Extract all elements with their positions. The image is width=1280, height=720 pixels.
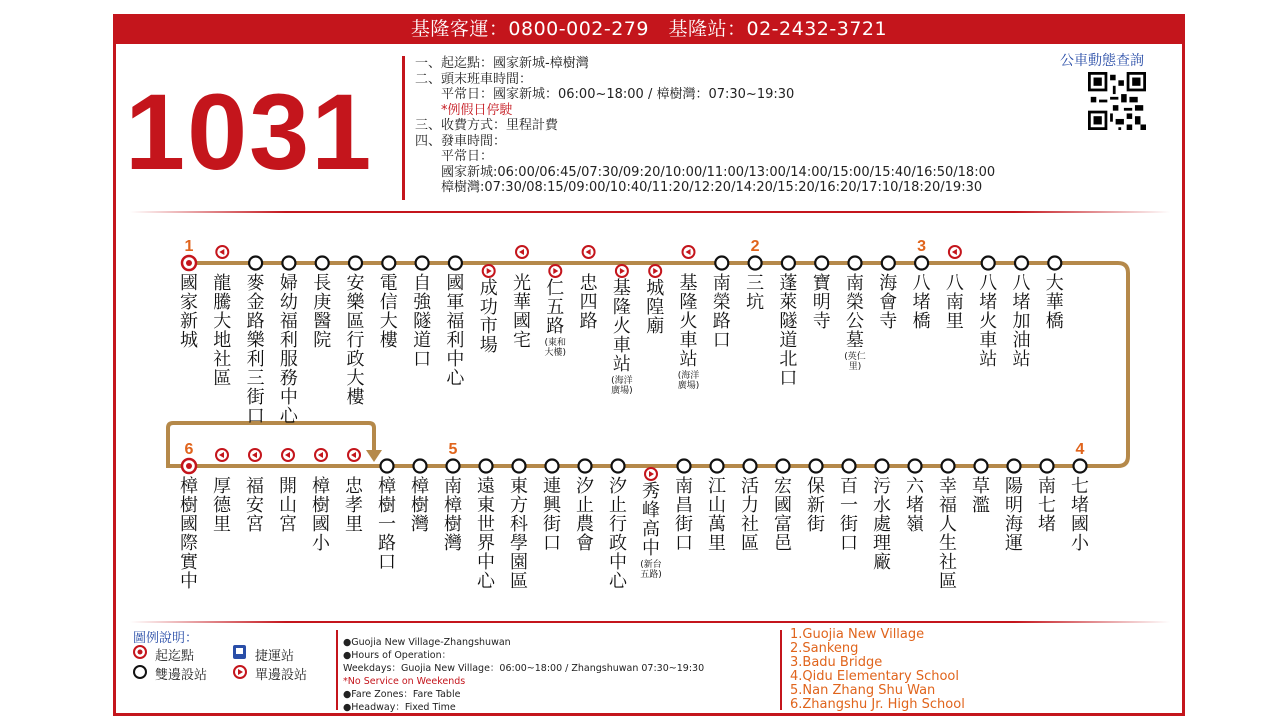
- stop-marker-both[interactable]: [480, 460, 493, 473]
- stop-marker-both[interactable]: [843, 460, 856, 473]
- stop-name[interactable]: [744, 274, 766, 312]
- stop-name-label: 忠孝里: [345, 476, 363, 535]
- stop-name[interactable]: [904, 477, 926, 534]
- zone-number: 6: [184, 441, 194, 458]
- stop-name-label: 七堵國小: [1071, 476, 1089, 554]
- stop-name[interactable]: [244, 477, 266, 534]
- stop-name[interactable]: [877, 274, 899, 331]
- stop-name[interactable]: [640, 482, 662, 580]
- stop-name[interactable]: [838, 477, 860, 553]
- info-line: 二、頭末班車時間：: [415, 71, 533, 87]
- stop-name-label: 污水處理廠: [873, 476, 891, 573]
- stop-marker-one-way-low[interactable]: [616, 265, 628, 277]
- stop-name-label: 仁五路: [546, 278, 565, 337]
- stop-name-label: 宏國富邑: [774, 476, 792, 554]
- info-line: 平常日：國家新城：06:00~18:00 / 樟樹灣：07:30~19:30: [415, 87, 795, 102]
- stop-marker-one-way-low[interactable]: [549, 265, 561, 277]
- stop-marker-both[interactable]: [416, 257, 429, 270]
- stop-name-label: 龍騰大地社區: [213, 273, 232, 389]
- stop-name-label: 遠東世界中心: [477, 476, 495, 592]
- stop-name-label: 婦幼福利服務中心: [279, 273, 298, 427]
- stop-name-label: 國家新城: [180, 273, 198, 351]
- stop-name-label: 國軍福利中心: [446, 273, 465, 389]
- stop-name-label: 基隆火車站: [679, 273, 698, 370]
- stop-name[interactable]: [911, 274, 933, 331]
- stop-name[interactable]: [1036, 477, 1058, 534]
- stop-name-label: 八堵橋: [912, 273, 931, 332]
- stop-marker-both[interactable]: [579, 460, 592, 473]
- stop-name[interactable]: [574, 477, 596, 553]
- fare-zones: [790, 628, 965, 712]
- stop-marker-both[interactable]: [849, 257, 862, 270]
- info-line: 平常日：: [415, 149, 494, 164]
- stop-name[interactable]: [1003, 477, 1025, 553]
- legend-origin: 起迄點: [155, 649, 195, 664]
- stop-marker-both[interactable]: [349, 257, 362, 270]
- stop-name[interactable]: [343, 477, 365, 534]
- info-line: 一、起迄點：國家新城-樟樹灣: [415, 56, 589, 71]
- stop-name[interactable]: [411, 274, 433, 369]
- info-line-weekend-note: *例假日停駛: [415, 102, 513, 118]
- english-line: ●Hours of Operation：: [343, 650, 452, 661]
- stop-name[interactable]: [772, 477, 794, 553]
- stop-name[interactable]: [871, 477, 893, 572]
- loop-arrow-icon: [366, 450, 382, 462]
- info-line: 樟樹灣:07:30/08:15/09:00/10:40/11:20/12:20/14:20/15:20/16:20/17:10/18:20/19:30: [415, 180, 983, 195]
- stop-name[interactable]: [711, 274, 733, 350]
- stop-marker-one-way[interactable]: [315, 449, 327, 461]
- english-info: [343, 636, 704, 714]
- stop-name-label: 厚德里: [213, 476, 231, 535]
- zone-number: 2: [750, 238, 760, 255]
- stop-sub-label: (英仁里): [844, 352, 866, 372]
- stop-name[interactable]: [211, 477, 233, 534]
- legend-mrt: 捷運站: [255, 649, 295, 664]
- stop-name-label: 南七堵: [1038, 476, 1056, 535]
- stop-name-label: 南昌街口: [675, 476, 693, 554]
- contact-bar: 基隆客運：0800-002-279 基隆站：02-2432-3721: [113, 14, 1185, 44]
- stop-name-label: 幸福人生社區: [939, 476, 957, 592]
- stop-name-label: 南樟樹灣: [444, 476, 462, 554]
- zone-number: 5: [448, 441, 458, 458]
- route-number: 1031: [125, 71, 374, 192]
- stop-marker-one-way[interactable]: [249, 449, 261, 461]
- stop-marker-both[interactable]: [1015, 257, 1028, 270]
- stop-name-label: 福安宮: [246, 476, 264, 535]
- stop-name[interactable]: [376, 477, 398, 572]
- both-legend-icon: [134, 666, 146, 678]
- stop-marker-both[interactable]: [975, 460, 988, 473]
- stop-name-label: 基隆火車站: [612, 278, 631, 375]
- stop-marker-both[interactable]: [1074, 460, 1087, 473]
- stop-name[interactable]: [277, 477, 299, 534]
- english-line: ●Headway：Fixed Time: [343, 702, 456, 713]
- stop-marker-both[interactable]: [1008, 460, 1021, 473]
- stop-name-label: 八南里: [945, 273, 964, 332]
- stop-name-label: 長庚醫院: [313, 273, 332, 351]
- legend-both: 雙邊設站: [155, 668, 208, 683]
- qr-title: 公車動態查詢: [1060, 53, 1144, 69]
- info-line: 四、發車時間：: [415, 133, 507, 149]
- english-line: ●Guojia New Village-Zhangshuwan: [343, 637, 511, 648]
- stop-name-label: 江山萬里: [708, 476, 726, 554]
- stop-name[interactable]: [1069, 477, 1091, 553]
- stop-name-label: 麥金路樂利三街口: [246, 273, 265, 427]
- stop-marker-both[interactable]: [982, 257, 995, 270]
- stop-marker-both[interactable]: [414, 460, 427, 473]
- stop-name[interactable]: [544, 279, 566, 358]
- stop-name-label: 開山宮: [279, 476, 297, 535]
- stop-name[interactable]: [607, 477, 629, 591]
- stop-name[interactable]: [211, 274, 233, 388]
- stop-marker-origin[interactable]: [182, 256, 196, 270]
- stop-name[interactable]: [278, 274, 300, 426]
- stop-marker-both[interactable]: [915, 257, 928, 270]
- stop-marker-both[interactable]: [1048, 257, 1061, 270]
- stop-name[interactable]: [1011, 274, 1033, 369]
- stop-name-label: 草濫: [972, 476, 990, 516]
- stop-name[interactable]: [578, 274, 600, 331]
- stop-name[interactable]: [970, 477, 992, 515]
- stop-name[interactable]: [777, 274, 799, 388]
- stop-name-label: 樟樹灣: [411, 476, 429, 535]
- stop-marker-origin[interactable]: [182, 459, 196, 473]
- stop-marker-both[interactable]: [1041, 460, 1054, 473]
- stop-name[interactable]: [310, 477, 332, 553]
- stop-marker-both[interactable]: [810, 460, 823, 473]
- stop-marker-one-way[interactable]: [282, 449, 294, 461]
- stop-marker-both[interactable]: [546, 460, 559, 473]
- stop-marker-both[interactable]: [882, 257, 895, 270]
- stop-marker-both[interactable]: [777, 460, 790, 473]
- zone-item: 1.Guojia New Village: [790, 627, 925, 642]
- zone-item: 6.Zhangshu Jr. High School: [790, 697, 965, 712]
- stop-name-label: 百一街口: [840, 476, 858, 554]
- stop-sub-label: (新台五路): [640, 560, 662, 580]
- stop-name-label: 寶明寺: [812, 273, 831, 332]
- stop-sub-label: (海洋廣場): [677, 371, 700, 391]
- stop-name[interactable]: [541, 477, 563, 553]
- stop-name-label: 蓬萊隧道北口: [779, 273, 798, 389]
- stop-marker-both[interactable]: [876, 460, 889, 473]
- stop-name[interactable]: [937, 477, 959, 591]
- stop-sub-label: (東和大樓): [544, 338, 567, 358]
- loop-line: [168, 423, 374, 466]
- stop-marker-one-way-low[interactable]: [483, 265, 495, 277]
- stop-name-label: 南榮公墓: [846, 273, 864, 351]
- stop-sub-label: (海洋廣場): [611, 376, 633, 396]
- stop-marker-both[interactable]: [381, 460, 394, 473]
- stop-name-label: 成功市場: [479, 278, 498, 356]
- zone-item: 5.Nan Zhang Shu Wan: [790, 683, 936, 698]
- stop-name-label: 汐止行政中心: [609, 476, 627, 592]
- legend-one-way: 單邊設站: [255, 668, 308, 683]
- stop-name-label: 自強隧道口: [413, 273, 432, 370]
- stop-marker-one-way[interactable]: [683, 246, 695, 258]
- stop-name[interactable]: [442, 477, 464, 553]
- stop-marker-both[interactable]: [942, 460, 955, 473]
- stop-name-label: 電信大樓: [379, 273, 398, 351]
- stop-name[interactable]: [409, 477, 431, 534]
- stop-name-label: 東方科學園區: [510, 476, 528, 592]
- stop-name-label: 八堵加油站: [1012, 273, 1031, 370]
- stop-name-label: 樟樹國小: [312, 476, 330, 554]
- stop-name[interactable]: [475, 477, 497, 591]
- stop-marker-one-way-low[interactable]: [649, 265, 661, 277]
- stop-name[interactable]: [673, 477, 695, 553]
- zones-divider: [780, 630, 782, 710]
- stop-name-label: 南榮路口: [712, 273, 731, 351]
- stop-name[interactable]: [345, 274, 367, 407]
- stop-marker-one-way-low[interactable]: [645, 468, 657, 480]
- stop-marker-both[interactable]: [909, 460, 922, 473]
- stop-marker-one-way[interactable]: [216, 246, 228, 258]
- zone-number: 3: [917, 238, 927, 255]
- stop-marker-both[interactable]: [749, 257, 762, 270]
- zone-item: 2.Sankeng: [790, 641, 859, 656]
- stop-name-label: 八堵火車站: [979, 273, 998, 370]
- stop-name-label: 三坑: [746, 273, 765, 313]
- stop-marker-both[interactable]: [382, 257, 395, 270]
- english-weekend-note: *No Service on Weekends: [343, 676, 466, 687]
- stop-name-label: 海會寺: [879, 273, 898, 332]
- stop-name-label: 陽明海運: [1005, 476, 1023, 554]
- stop-marker-both[interactable]: [612, 460, 625, 473]
- stop-marker-one-way[interactable]: [583, 246, 595, 258]
- stop-name-label: 汐止農會: [576, 476, 594, 554]
- stop-name[interactable]: [811, 274, 833, 331]
- zone-number: 1: [184, 238, 194, 255]
- english-line: ●Fare Zones：Fare Table: [343, 689, 461, 700]
- stop-name[interactable]: [1044, 274, 1066, 331]
- zone-item: 4.Qidu Elementary School: [790, 669, 959, 684]
- stop-marker-both[interactable]: [815, 257, 828, 270]
- stop-marker-one-way[interactable]: [516, 246, 528, 258]
- stop-marker-one-way[interactable]: [348, 449, 360, 461]
- stop-name-label: 安樂區行政大樓: [346, 273, 365, 408]
- stop-marker-both[interactable]: [282, 257, 295, 270]
- stop-name[interactable]: [178, 477, 200, 591]
- stop-name-label: 樟樹國際實中: [180, 476, 198, 592]
- stop-name[interactable]: [311, 274, 333, 350]
- stop-name[interactable]: [678, 274, 700, 391]
- stop-name-label: 活力社區: [741, 476, 759, 554]
- stop-name-label: 樟樹一路口: [378, 476, 396, 573]
- stop-name-label: 連興街口: [543, 476, 561, 554]
- stop-marker-one-way[interactable]: [216, 449, 228, 461]
- legend-divider: [336, 630, 338, 710]
- stop-name[interactable]: [508, 477, 530, 591]
- stop-name[interactable]: [944, 274, 966, 331]
- stop-name[interactable]: [977, 274, 999, 369]
- zone-number: 4: [1075, 441, 1085, 458]
- stop-name[interactable]: [739, 477, 761, 553]
- stop-name-label: 光華國宅: [513, 273, 531, 351]
- stop-marker-both[interactable]: [316, 257, 329, 270]
- stop-name-label: 六堵嶺: [906, 476, 924, 535]
- stop-name[interactable]: [478, 279, 500, 355]
- stop-marker-one-way[interactable]: [949, 246, 961, 258]
- stop-name[interactable]: [444, 274, 466, 388]
- stop-name-label: 大華橋: [1045, 273, 1064, 332]
- stop-name[interactable]: [706, 477, 728, 553]
- stop-name[interactable]: [805, 477, 827, 534]
- stop-marker-both[interactable]: [249, 257, 262, 270]
- stop-name[interactable]: [511, 274, 533, 350]
- stop-name-label: 保新街: [807, 476, 825, 535]
- stop-marker-both[interactable]: [447, 460, 460, 473]
- stop-name[interactable]: [844, 274, 866, 372]
- zone-item: 3.Badu Bridge: [790, 655, 883, 670]
- stop-name[interactable]: [644, 279, 666, 336]
- stop-name[interactable]: [178, 274, 200, 350]
- stop-name[interactable]: [245, 274, 267, 426]
- stop-marker-both[interactable]: [449, 257, 462, 270]
- stop-marker-both[interactable]: [744, 460, 757, 473]
- stop-marker-both[interactable]: [715, 257, 728, 270]
- stop-marker-both[interactable]: [678, 460, 691, 473]
- stop-marker-both[interactable]: [513, 460, 526, 473]
- stop-name[interactable]: [611, 279, 633, 396]
- legend-title: 圖例說明：: [133, 631, 199, 646]
- stop-marker-both[interactable]: [782, 257, 795, 270]
- info-line: 三、收費方式：里程計費: [415, 118, 559, 133]
- stop-name[interactable]: [378, 274, 400, 350]
- info-line: 國家新城:06:00/06:45/07:30/09:20/10:00/11:00/13:00/14:00/15:00/15:40/16:50/18:00: [415, 164, 996, 180]
- stop-name-label: 秀峰高中: [642, 481, 660, 559]
- stop-name-label: 忠四路: [579, 273, 598, 332]
- stop-name-label: 城隍廟: [646, 278, 665, 337]
- stop-marker-both[interactable]: [711, 460, 724, 473]
- english-line: Weekdays：Guojia New Village：06:00~18:00 / Zhangshuwan 07:30~19:30: [343, 663, 705, 674]
